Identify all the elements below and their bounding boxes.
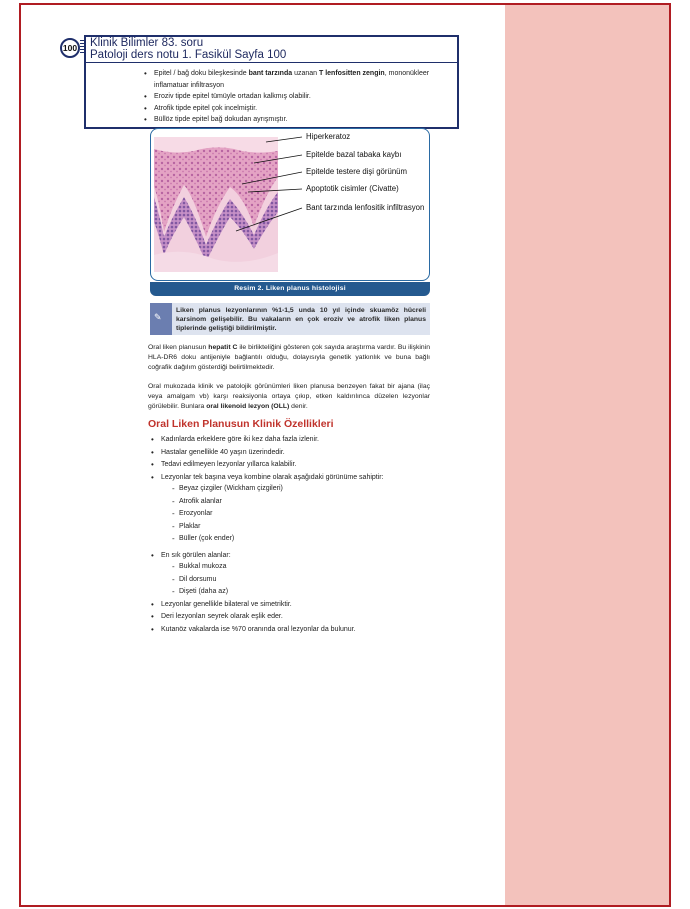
list-item: • Deri lezyonları seyrek olarak eşlik eder.	[150, 611, 430, 623]
section-title: Oral Liken Planusun Klinik Özellikleri	[148, 418, 334, 430]
paragraph-oll: Oral mukozada klinik ve patolojik görünümleri liken planusa benzeyen fakat bir ajana (ilaç veya amalgam vb) karşı reaksiyonla ortaya çıkıp, etken kaldırılınca düzelen lezyonlar görülebilir. Bunlara oral likenoid lezyon (OLL) denir.	[148, 383, 430, 410]
list-item: • Hastalar genellikle 40 yaşın üzerindedir.	[150, 447, 430, 459]
list-item: - Dil dorsumu	[161, 574, 430, 586]
list-item: • Kadınlarda erkeklere göre iki kez daha fazla izlenir.	[150, 434, 430, 446]
label-saw-tooth: Epitelde testere dişi görünüm	[306, 167, 407, 176]
list-item: - Bukkal mukoza	[161, 561, 430, 573]
list-item: • Tedavi edilmeyen lezyonlar yıllarca kalabilir.	[150, 459, 430, 471]
page-number-badge: 100	[60, 38, 80, 58]
label-civatte-bodies: Apoptotik cisimler (Civatte)	[306, 184, 399, 193]
list-item: • Lezyonlar genellikle bilateral ve simetriktir.	[150, 599, 430, 611]
list-item: - Plaklar	[161, 521, 430, 533]
list-item: • Atrofik tipde epitel çok incelmiştir.	[143, 103, 443, 115]
list-item: • Eroziv tipde epitel tümüyle ortadan kalkmış olabilir.	[143, 91, 443, 103]
appearance-sublist	[161, 483, 430, 545]
label-basal-layer-loss: Epitelde bazal tabaka kaybı	[306, 150, 402, 159]
list-item: • Lezyonlar tek başına veya kombine olarak aşağıdaki görünüme sahiptir: - Beyaz çizgiler (Wickham çizgileri) - Atrofik alanlar - Erozyonlar - Plaklar - Büller (çok ender)	[150, 472, 430, 545]
clinical-features-list	[150, 434, 430, 636]
note-text: Liken planus lezyonlarının %1-1,5 unda 10 yıl içinde skuamöz hücreli karsinom gelişebilir. Bu vakaların en çok eroziv ve atrofik liken planus tiplerinde geliştiği bildirilmiştir.	[176, 307, 426, 332]
list-item: • Kutanöz vakalarda ise %70 oranında oral lezyonlar da bulunur.	[150, 624, 430, 636]
note-box	[150, 303, 430, 335]
label-hyperkeratosis: Hiperkeratoz	[306, 132, 351, 141]
list-item: • En sık görülen alanlar: - Bukkal mukoza - Dil dorsumu - Dişeti (daha az)	[150, 550, 430, 598]
question-title: Klinik Bilimler 83. soru	[90, 37, 204, 49]
list-item: - Beyaz çizgiler (Wickham çizgileri)	[161, 483, 430, 495]
figure-caption: Resim 2. Liken planus histolojisi	[150, 282, 430, 296]
pencil-icon: ✎	[154, 312, 162, 322]
side-panel	[505, 5, 669, 905]
header-divider	[86, 62, 457, 63]
location-sublist	[161, 561, 430, 598]
question-source: Patoloji ders notu 1. Fasikül Sayfa 100	[90, 49, 287, 61]
list-item: - Erozyonlar	[161, 508, 430, 520]
list-item: • Epitel / bağ doku bileşkesinde bant tarzında uzanan T lenfositten zengin, mononükleer inflamatuar infiltrasyon	[143, 68, 443, 91]
paragraph-hepatitis: Oral liken planusun hepatit C ile birlikteliğini gösteren çok sayıda araştırma vardır. Bu ilişkinin HLA-DR6 doku antijeniyle bağlantılı olduğu, dolayısıyla genetik yatkınlık ve buna bağlı coğrafik dağılım gösterdiği belirtilmektedir.	[148, 344, 431, 371]
list-item: - Dişeti (daha az)	[161, 586, 430, 598]
list-item: - Atrofik alanlar	[161, 496, 430, 508]
list-item: • Büllöz tipde epitel bağ dokudan ayrışmıştır.	[143, 114, 443, 126]
list-item: - Büller (çok ender)	[161, 533, 430, 545]
histology-bullet-list	[143, 68, 443, 126]
label-band-infiltrate: Bant tarzında lenfositik infiltrasyon	[306, 203, 425, 212]
